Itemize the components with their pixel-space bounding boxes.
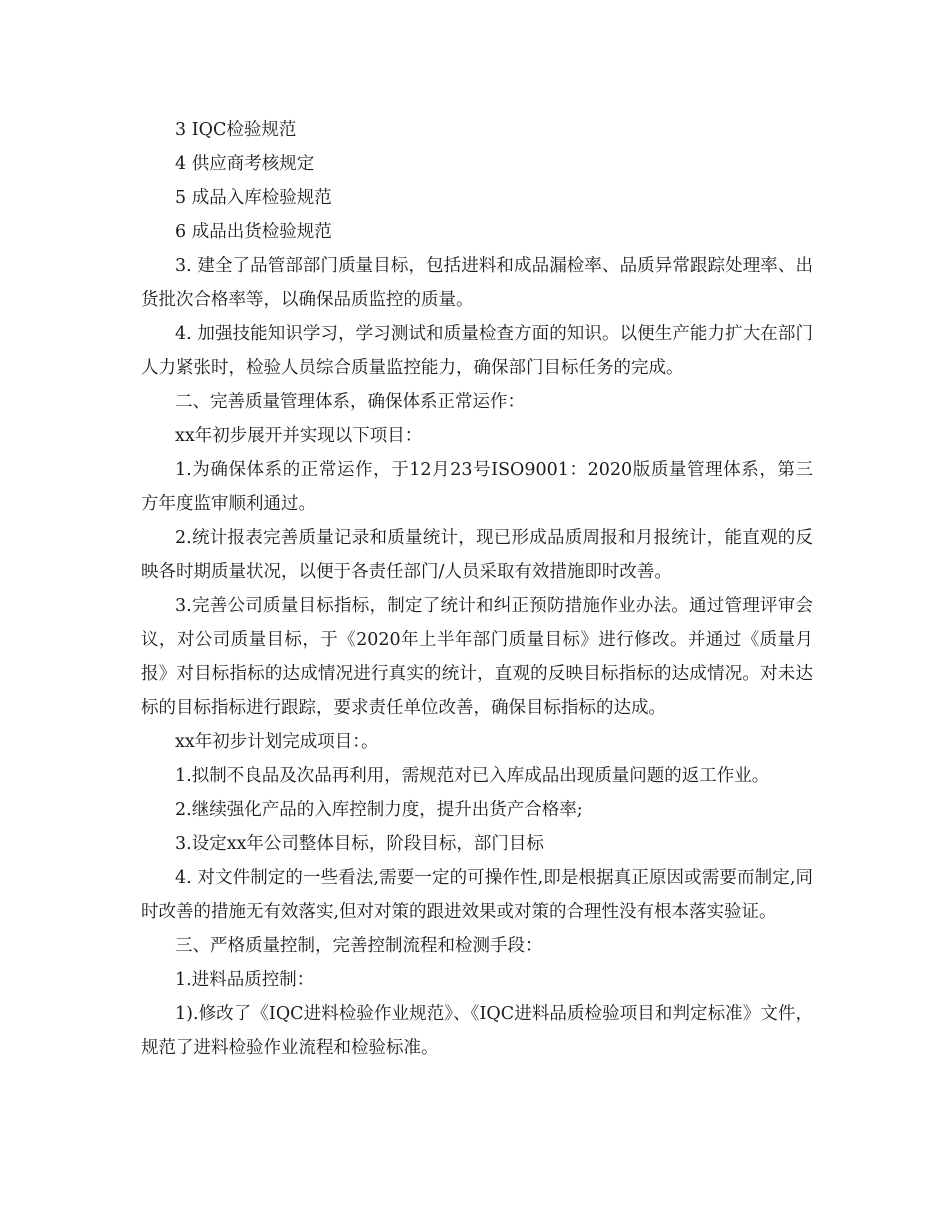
paragraph-plan-item-3: 3.设定xx年公司整体目标，阶段目标，部门目标 bbox=[175, 834, 544, 854]
paragraph-quality-targets: 3. 建全了品管部部门质量目标，包括进料和成品漏检率、品质异常跟踪处理率、出货批次合格率等，以确保品质监控的质量。 bbox=[141, 256, 813, 310]
section-heading-3: 三、严格质量控制，完善控制流程和检测手段： bbox=[175, 936, 543, 956]
paragraph-year-projects: xx年初步展开并实现以下项目： bbox=[175, 426, 423, 446]
paragraph-target-indicators: 3.完善公司质量目标指标，制定了统计和纠正预防措施作业办法。通过管理评审会议，对公司质量目标，于《2020年上半年部门质量目标》进行修改。并通过《质量月报》对目标指标的达成情况进行真实的统计，直观的反映目标指标的达成情况。对未达标的目标指标进行跟踪，要求责任单位改善，确保目标指标的达成。 bbox=[141, 596, 813, 718]
paragraph-iso-audit: 1.为确保体系的正常运作，于12月23号ISO9001：2020版质量管理体系，第三方年度监审顺利通过。 bbox=[141, 460, 813, 514]
paragraph-incoming-control: 1.进料品质控制： bbox=[175, 970, 315, 990]
paragraph-shipment-inspection: 6 成品出货检验规范 bbox=[175, 222, 332, 242]
section-heading-2: 二、完善质量管理体系，确保体系正常运作： bbox=[175, 392, 525, 412]
paragraph-iqc-revision: 1).修改了《IQC进料检验作业规范》、《IQC进料品质检验项目和判定标准》文件，规范了进料检验作业流程和检验标准。 bbox=[141, 1004, 813, 1058]
paragraph-plan-item-1: 1.拟制不良品及次品再利用，需规范对已入库成品出现质量问题的返工作业。 bbox=[175, 766, 770, 786]
paragraph-plan-item-2: 2.继续强化产品的入库控制力度，提升出货产合格率; bbox=[175, 800, 583, 820]
paragraph-warehouse-inspection: 5 成品入库检验规范 bbox=[175, 188, 332, 208]
paragraph-year-plan: xx年初步计划完成项目：。 bbox=[175, 732, 379, 752]
document-body bbox=[141, 113, 813, 1065]
paragraph-plan-item-4: 4. 对文件制定的一些看法,需要一定的可操作性,即是根据真正原因或需要而制定,同时改善的措施无有效落实,但对对策的跟进效果或对策的合理性没有根本落实验证。 bbox=[141, 868, 813, 922]
paragraph-skills-training: 4. 加强技能知识学习，学习测试和质量检查方面的知识。以便生产能力扩大在部门人力紧张时，检验人员综合质量监控能力，确保部门目标任务的完成。 bbox=[141, 324, 813, 378]
paragraph-reports: 2.统计报表完善质量记录和质量统计，现已形成品质周报和月报统计，能直观的反映各时期质量状况，以便于各责任部门/人员采取有效措施即时改善。 bbox=[141, 528, 813, 582]
paragraph-iqc-spec: 3 IQC检验规范 bbox=[175, 120, 297, 140]
paragraph-supplier-rule: 4 供应商考核规定 bbox=[175, 154, 315, 174]
